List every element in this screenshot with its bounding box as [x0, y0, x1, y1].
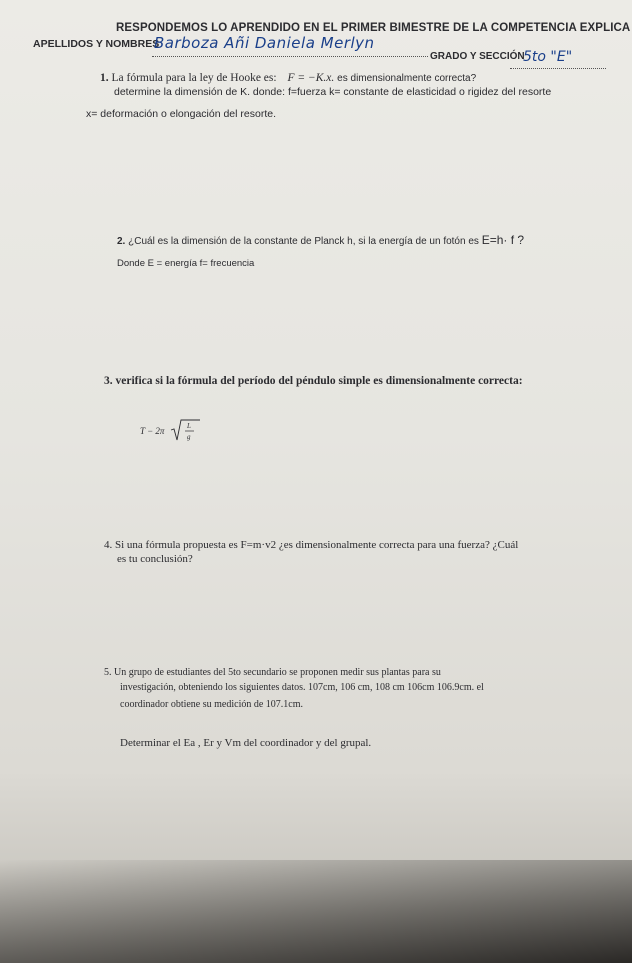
grade-label: GRADO Y SECCIÓN — [430, 51, 525, 62]
question-4-line-1 — [104, 539, 518, 551]
planck-formula: E=h· f ? — [481, 233, 525, 247]
pendulum-formula-graphic — [140, 416, 210, 444]
question-1-text: La fórmula para la ley de Hooke es: — [111, 72, 277, 84]
question-5-line-1 — [104, 667, 441, 678]
question-3-number: 3. — [104, 375, 113, 387]
question-1-number: 1. — [100, 72, 109, 84]
question-2-line-2: Donde E = energía f= frecuencia — [117, 258, 255, 269]
question-1-line-1 — [100, 72, 476, 84]
grade-line — [510, 68, 606, 69]
question-2-number: 2. — [117, 236, 126, 247]
names-label: APELLIDOS Y NOMBRES — [33, 38, 160, 50]
question-1-line-3: x= deformación o elongación del resorte. — [86, 108, 276, 120]
question-5-line-3: coordinador obtiene su medición de 107.1cm. — [120, 699, 304, 710]
question-1-line-2: determine la dimensión de K. donde: f=fuerza k= constante de elasticidad o rigidez del resorte — [114, 86, 552, 98]
formula-lhs: T − 2π — [140, 426, 165, 436]
hooke-formula: F = −K.x. — [287, 72, 335, 84]
question-5-text: Un grupo de estudiantes del 5to secundario se proponen medir sus plantas para su — [114, 667, 441, 678]
question-3-line — [104, 375, 523, 387]
names-line — [152, 56, 428, 57]
question-2-text: ¿Cuál es la dimensión de la constante de Planck h, si la energía de un fotón es — [128, 236, 479, 247]
pendulum-formula — [140, 416, 210, 449]
question-5-number: 5. — [104, 667, 112, 678]
question-4-line-2: es tu conclusión? — [117, 553, 193, 565]
radical-sign — [171, 420, 200, 440]
formula-numerator: L — [187, 422, 191, 430]
bottom-shadow — [0, 860, 632, 963]
question-5-line-4: Determinar el Ea , Er y Vm del coordinador y del grupal. — [120, 737, 372, 749]
question-2-line-1 — [117, 233, 524, 247]
question-1-text-end: es dimensionalmente correcta? — [337, 73, 477, 84]
handwritten-grade: 5to "E" — [523, 49, 573, 65]
question-5-line-2: investigación, obteniendo los siguientes datos. 107cm, 106 cm, 108 cm 106cm 106.9cm. el — [120, 682, 484, 693]
question-3-text: verifica si la fórmula del período del péndulo simple es dimensionalmente correcta: — [115, 375, 523, 387]
handwritten-name: Barboza Añi Daniela Merlyn — [154, 34, 375, 52]
question-4-number: 4. — [104, 539, 113, 551]
formula-denominator: g — [187, 433, 191, 441]
question-4-text: Si una fórmula propuesta es F=m·v2 ¿es dimensionalmente correcta para una fuerza? ¿Cuál — [115, 539, 519, 551]
worksheet-title: RESPONDEMOS LO APRENDIDO EN EL PRIMER BIMESTRE DE LA COMPETENCIA EXPLICA — [116, 22, 631, 34]
